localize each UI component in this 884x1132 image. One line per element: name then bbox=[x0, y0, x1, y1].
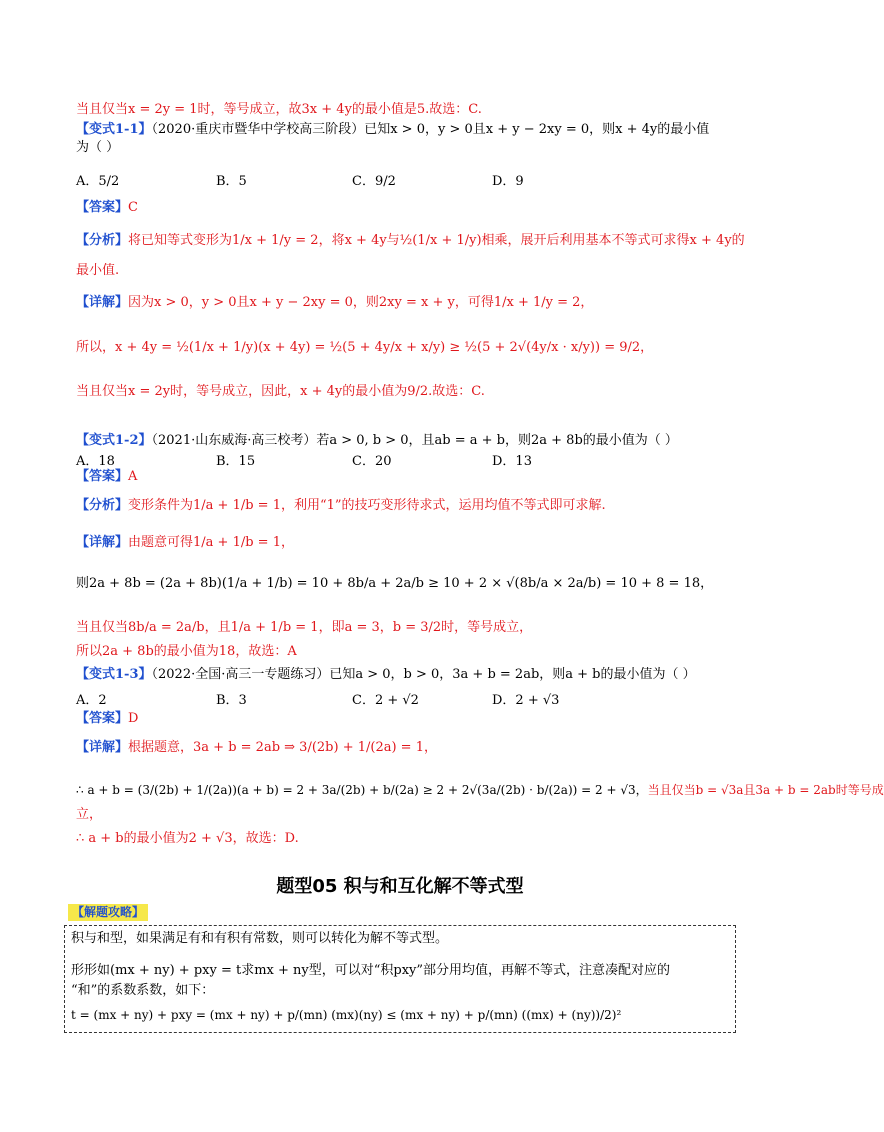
option-a: A．2 bbox=[76, 693, 107, 708]
question-text: （2020·重庆市暨华中学校高三阶段）已知x > 0，y > 0且x + y − 2xy = 0，则x + 4y的最小值 bbox=[151, 122, 710, 137]
line-prev-conclusion: 当且仅当x = 2y = 1时，等号成立，故3x + 4y的最小值是5.故选：C. bbox=[76, 102, 482, 117]
variant-1-3-solution-cont: 立， bbox=[76, 807, 103, 822]
option-c: C．9/2 bbox=[352, 174, 396, 189]
variant-tag: 【变式1-1】 bbox=[76, 122, 152, 137]
strategy-tag: 【解题攻略】 bbox=[68, 904, 148, 921]
analysis-text: 将已知等式变形为1/x + 1/y = 2，将x + 4y与½(1/x + 1/y)相乘，展开后利用基本不等式可求得x + 4y的 bbox=[128, 233, 745, 248]
variant-1-1-solution-conclusion: 当且仅当x = 2y时，等号成立，因此，x + 4y的最小值为9/2.故选：C. bbox=[76, 384, 485, 399]
option-c: C．20 bbox=[352, 454, 392, 469]
option-d: D．13 bbox=[492, 454, 532, 469]
option-b: B．5 bbox=[216, 174, 247, 189]
variant-1-2-question bbox=[76, 432, 678, 450]
analysis-tag: 【分析】 bbox=[76, 233, 129, 248]
option-a: A．5/2 bbox=[76, 174, 120, 189]
variant-1-1-solution-derivation: 所以，x + 4y = ½(1/x + 1/y)(x + 4y) = ½(5 + 4y/x + x/y) ≥ ½(5 + 2√(4y/x · x/y)) = 9/2， bbox=[76, 340, 654, 355]
option-d: D．2 + √3 bbox=[492, 693, 560, 708]
variant-1-1-solution bbox=[76, 294, 593, 312]
question-text: （2021·山东威海·高三校考）若a > 0, b > 0，且ab = a + b，则2a + 8b的最小值为（ ） bbox=[151, 433, 678, 448]
variant-1-3-answer bbox=[76, 710, 138, 728]
strategy-line-2: 形形如(mx + ny) + pxy = t求mx + ny型，可以对“积pxy”部分用均值，再解不等式，注意凑配对应的 bbox=[71, 963, 671, 978]
answer-value: D bbox=[128, 711, 139, 726]
solution-text: 因为x > 0，y > 0且x + y − 2xy = 0，则2xy = x + y，可得1/x + 1/y = 2， bbox=[128, 295, 594, 310]
variant-1-2-answer bbox=[76, 468, 137, 486]
solution-tag: 【详解】 bbox=[76, 740, 129, 755]
variant-1-2-solution-derivation: 则2a + 8b = (2a + 8b)(1/a + 1/b) = 10 + 8b/a + 2a/b ≥ 10 + 2 × √(8b/a × 2a/b) = 10 + 8 = 18， bbox=[76, 576, 714, 591]
variant-1-2-analysis bbox=[76, 497, 606, 515]
option-b: B．15 bbox=[216, 454, 256, 469]
strategy-line-1: 积与和型，如果满足有和有积有常数，则可以转化为解不等式型。 bbox=[71, 931, 449, 946]
answer-value: A bbox=[128, 469, 138, 484]
variant-tag: 【变式1-2】 bbox=[76, 433, 152, 448]
variant-1-3-solution bbox=[76, 739, 437, 757]
question-text: （2022·全国·高三一专题练习）已知a > 0，b > 0，3a + b = 2ab，则a + b的最小值为（ ） bbox=[151, 667, 696, 682]
variant-1-3-solution-derivation bbox=[76, 781, 884, 799]
variant-1-2-solution-equality: 当且仅当8b/a = 2a/b，且1/a + 1/b = 1，即a = 3，b = 3/2时，等号成立， bbox=[76, 620, 533, 635]
variant-1-2-solution-conclusion: 所以2a + 8b的最小值为18，故选：A bbox=[76, 644, 297, 659]
option-b: B．3 bbox=[216, 693, 247, 708]
option-a: A．18 bbox=[76, 454, 115, 469]
answer-tag: 【答案】 bbox=[76, 711, 129, 726]
variant-1-1-analysis bbox=[76, 232, 745, 250]
analysis-tag: 【分析】 bbox=[76, 498, 129, 513]
variant-1-2-solution bbox=[76, 534, 294, 552]
strategy-formula: t = (mx + ny) + pxy = (mx + ny) + p/(mn) (mx)(ny) ≤ (mx + ny) + p/(mn) ((mx) + (ny))/2)² bbox=[71, 1008, 622, 1022]
strategy-box bbox=[64, 925, 736, 1033]
answer-value: C bbox=[128, 200, 138, 215]
option-d: D．9 bbox=[492, 174, 524, 189]
solution-text: 由题意可得1/a + 1/b = 1， bbox=[128, 535, 294, 550]
derivation-text: ∴ a + b = (3/(2b) + 1/(2a))(a + b) = 2 + 3a/(2b) + b/(2a) ≥ 2 + 2√(3a/(2b) · b/(2a)) = 2 + √3， bbox=[76, 783, 648, 797]
solution-tag: 【详解】 bbox=[76, 295, 129, 310]
variant-1-3-question bbox=[76, 666, 696, 684]
variant-1-1-question bbox=[76, 121, 709, 139]
solution-tag: 【详解】 bbox=[76, 535, 129, 550]
solution-text: 根据题意，3a + b = 2ab ⇒ 3/(2b) + 1/(2a) = 1， bbox=[128, 740, 437, 755]
variant-1-1-analysis-cont: 最小值. bbox=[76, 263, 120, 278]
variant-tag: 【变式1-3】 bbox=[76, 667, 152, 682]
section-heading: 题型05 积与和互化解不等式型 bbox=[276, 876, 524, 897]
option-c: C．2 + √2 bbox=[352, 693, 419, 708]
strategy-line-3: “和”的系数系数，如下： bbox=[71, 983, 215, 998]
answer-tag: 【答案】 bbox=[76, 469, 129, 484]
variant-1-3-solution-conclusion: ∴ a + b的最小值为2 + √3，故选：D. bbox=[76, 831, 299, 846]
answer-tag: 【答案】 bbox=[76, 200, 129, 215]
variant-1-1-question-cont: 为（ ） bbox=[76, 140, 120, 155]
equality-condition: 当且仅当b = √3a且3a + b = 2ab时等号成 bbox=[647, 783, 884, 797]
analysis-text: 变形条件为1/a + 1/b = 1，利用“1”的技巧变形待求式，运用均值不等式即可求解. bbox=[128, 498, 606, 513]
variant-1-1-answer bbox=[76, 199, 138, 217]
